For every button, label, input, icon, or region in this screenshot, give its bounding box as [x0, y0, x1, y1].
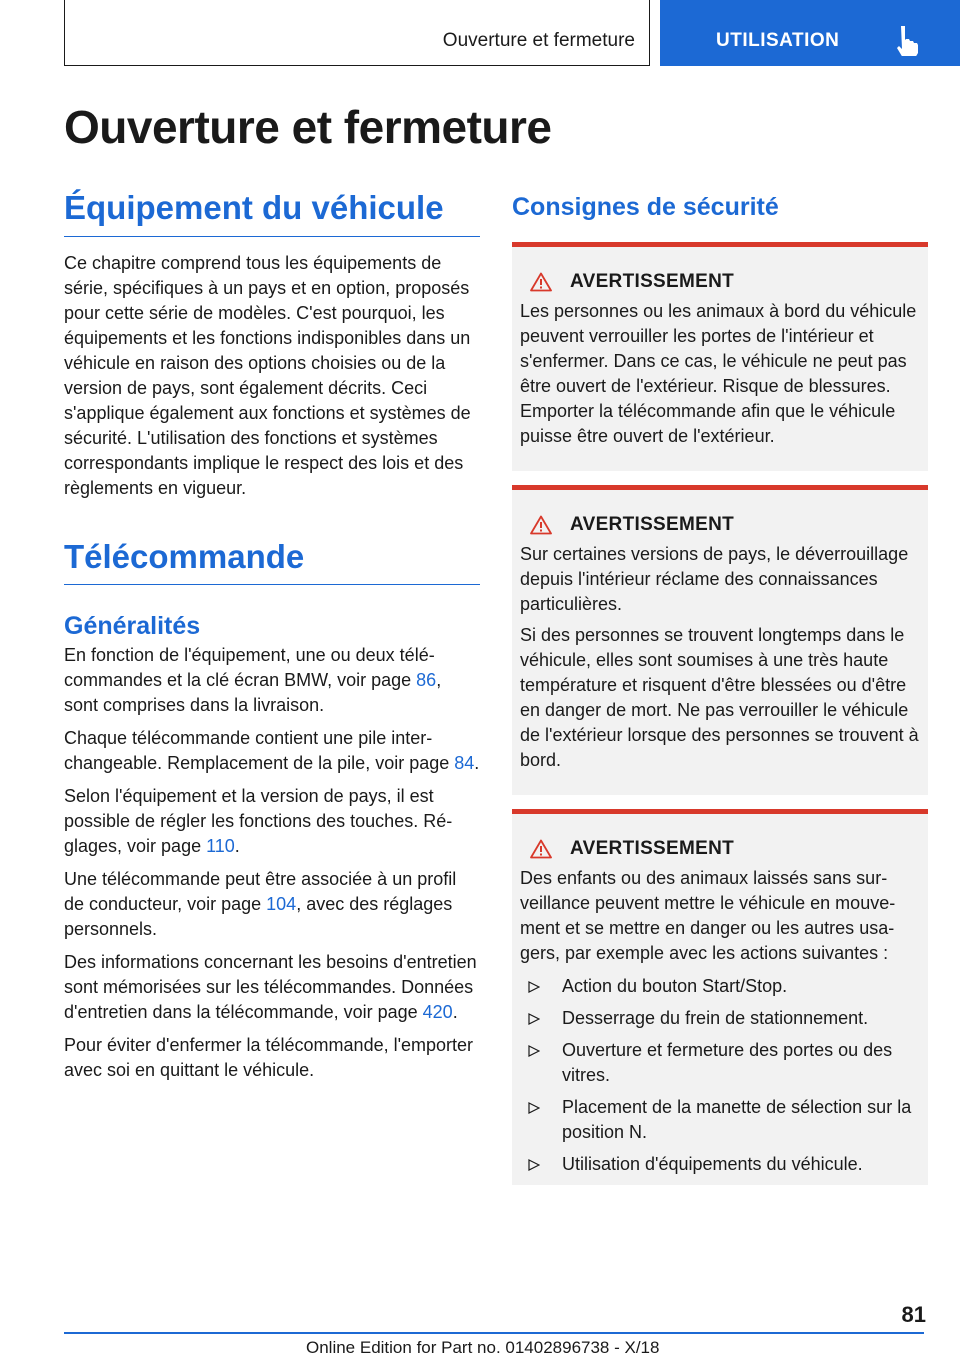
warning-triangle-icon [530, 515, 552, 535]
safety-heading: Consignes de sécurité [512, 193, 779, 221]
paragraph-text: . [234, 836, 240, 857]
equipment-heading: Équipement du véhicule [64, 188, 480, 237]
left-column [64, 188, 480, 1083]
chapter-tab[interactable] [660, 0, 960, 66]
warning-label: AVERTISSEMENT [570, 271, 735, 292]
list-item [528, 974, 920, 999]
warning-triangle-icon [530, 839, 552, 859]
bullet-triangle-icon [528, 1159, 540, 1171]
footer-edition: Online Edition for Part no. 01402896738 - X/18 [306, 1338, 660, 1357]
warning-bullet-list [520, 974, 920, 1177]
paragraph-text: , sont comprises dans la livraison. [64, 670, 442, 716]
list-item [528, 1095, 920, 1145]
bullet-triangle-icon [528, 1102, 540, 1114]
right-column [512, 188, 928, 1185]
list-item-text: Action du bouton Start/Stop. [562, 976, 788, 996]
page-link-84[interactable]: 84 [454, 753, 475, 774]
general-paragraph-5 [64, 950, 480, 1025]
footer-watermark: carmanualsonline.info [680, 1338, 846, 1357]
paragraph-text: Une télécommande peut être associée à un profil de conducteur, voir page [64, 869, 457, 915]
warning-text: Les personnes ou les animaux à bord du véhicule peuvent verrouiller les portes de l'intérieur et s'enfermer. Dans ce cas, le véhicule ne peut pas être ouvert de l'extérieur. Risque de blessures. Emporter la télécommande afin que le véhicule puisse être ouvert de l'extérieur. [520, 301, 917, 446]
list-item [528, 1006, 920, 1031]
general-heading: Généralités [64, 612, 201, 641]
warning-text: Sur certaines versions de pays, le déverrouillage depuis l'intérieur réclame des connaissances particulières. [520, 544, 909, 614]
page-link-420[interactable]: 420 [422, 1002, 453, 1023]
warning-label: AVERTISSEMENT [570, 838, 735, 859]
general-paragraph-6: Pour éviter d'enfermer la télécommande, l'emporter avec soi en quittant le véhicule. [64, 1035, 474, 1081]
general-paragraph-1 [64, 643, 480, 718]
list-item [528, 1038, 920, 1088]
warning-box-1 [512, 242, 928, 471]
list-item [528, 1152, 920, 1177]
warning-box-2 [512, 485, 928, 795]
paragraph-text: . [474, 753, 480, 774]
footer-divider [64, 1332, 924, 1334]
list-item-text: Placement de la manette de sélection sur la position N. [562, 1097, 912, 1142]
general-paragraph-3 [64, 784, 480, 859]
paragraph-text: , avec des réglages personnels. [64, 894, 453, 940]
list-item-text: Utilisation d'équipements du véhicule. [562, 1154, 863, 1174]
list-item-text: Desserrage du frein de stationnement. [562, 1008, 869, 1028]
paragraph-text: Des informations concernant les besoins d'entretien sont mémorisées sur les télécommandes. Données d'entretien dans la télécommande, voir page [64, 952, 477, 1023]
general-paragraph-4 [64, 867, 480, 942]
list-item-text: Ouverture et fermeture des portes ou des vitres. [562, 1040, 893, 1085]
warning-header [530, 838, 920, 860]
equipment-text: Ce chapitre comprend tous les équipements de série, spécifiques à un pays et en option, proposés pour cette série de modèles. C'est pourquoi, les équipements et les fonctions indisponibles dans un véhicule en raison des options choisies ou de la version de pays, sont également décrits. Ceci s'applique également aux fonctions et systèmes de sécurité. L'utilisation des fonctions et systèmes correspondants implique le respect des lois et des règlements en vigueur. [64, 252, 471, 498]
page-link-86[interactable]: 86 [416, 670, 437, 691]
warning-header [530, 514, 920, 536]
page-number: 81 [901, 1302, 926, 1327]
page-link-104[interactable]: 104 [266, 894, 297, 915]
warning-text: Si des personnes se trouvent longtemps dans le véhicule, elles sont soumises à une très haute température et risquent d'être blessées ou d'être en danger de mort. Ne pas verrouiller le véhicule de l'extérieur lorsque des personnes se trouvent à bord. [520, 625, 919, 770]
warning-label: AVERTISSEMENT [570, 514, 735, 535]
hand-pointer-icon [894, 24, 922, 56]
warning-header [530, 271, 920, 293]
warning-triangle-icon [530, 272, 552, 292]
page-title: Ouverture et fermeture [64, 101, 552, 153]
paragraph-text: Selon l'équipement et la version de pays, il est possible de régler les fonctions des touches. Réglages, voir page [64, 786, 453, 857]
chapter-tab-label: UTILISATION [716, 30, 840, 51]
warning-box-3 [512, 809, 928, 1185]
header-section-title: Ouverture et fermeture [442, 30, 635, 51]
bullet-triangle-icon [528, 1045, 540, 1057]
paragraph-text: En fonction de l'équipement, une ou deux télécommandes et la clé écran BMW, voir page [64, 645, 435, 691]
warning-text: Des enfants ou des animaux laissés sans surveillance peuvent mettre le véhicule en mouvement et se mettre en danger ou les autres usagers, par exemple avec les actions suivantes : [520, 868, 896, 963]
paragraph-text: Chaque télécommande contient une pile interchangeable. Remplacement de la pile, voir page [64, 728, 455, 774]
remote-heading: Télécommande [64, 537, 480, 586]
bullet-triangle-icon [528, 981, 540, 993]
bullet-triangle-icon [528, 1013, 540, 1025]
header-section-box [64, 0, 650, 66]
general-paragraph-2 [64, 726, 480, 776]
paragraph-text: . [452, 1002, 458, 1023]
page-link-110[interactable]: 110 [206, 836, 235, 857]
